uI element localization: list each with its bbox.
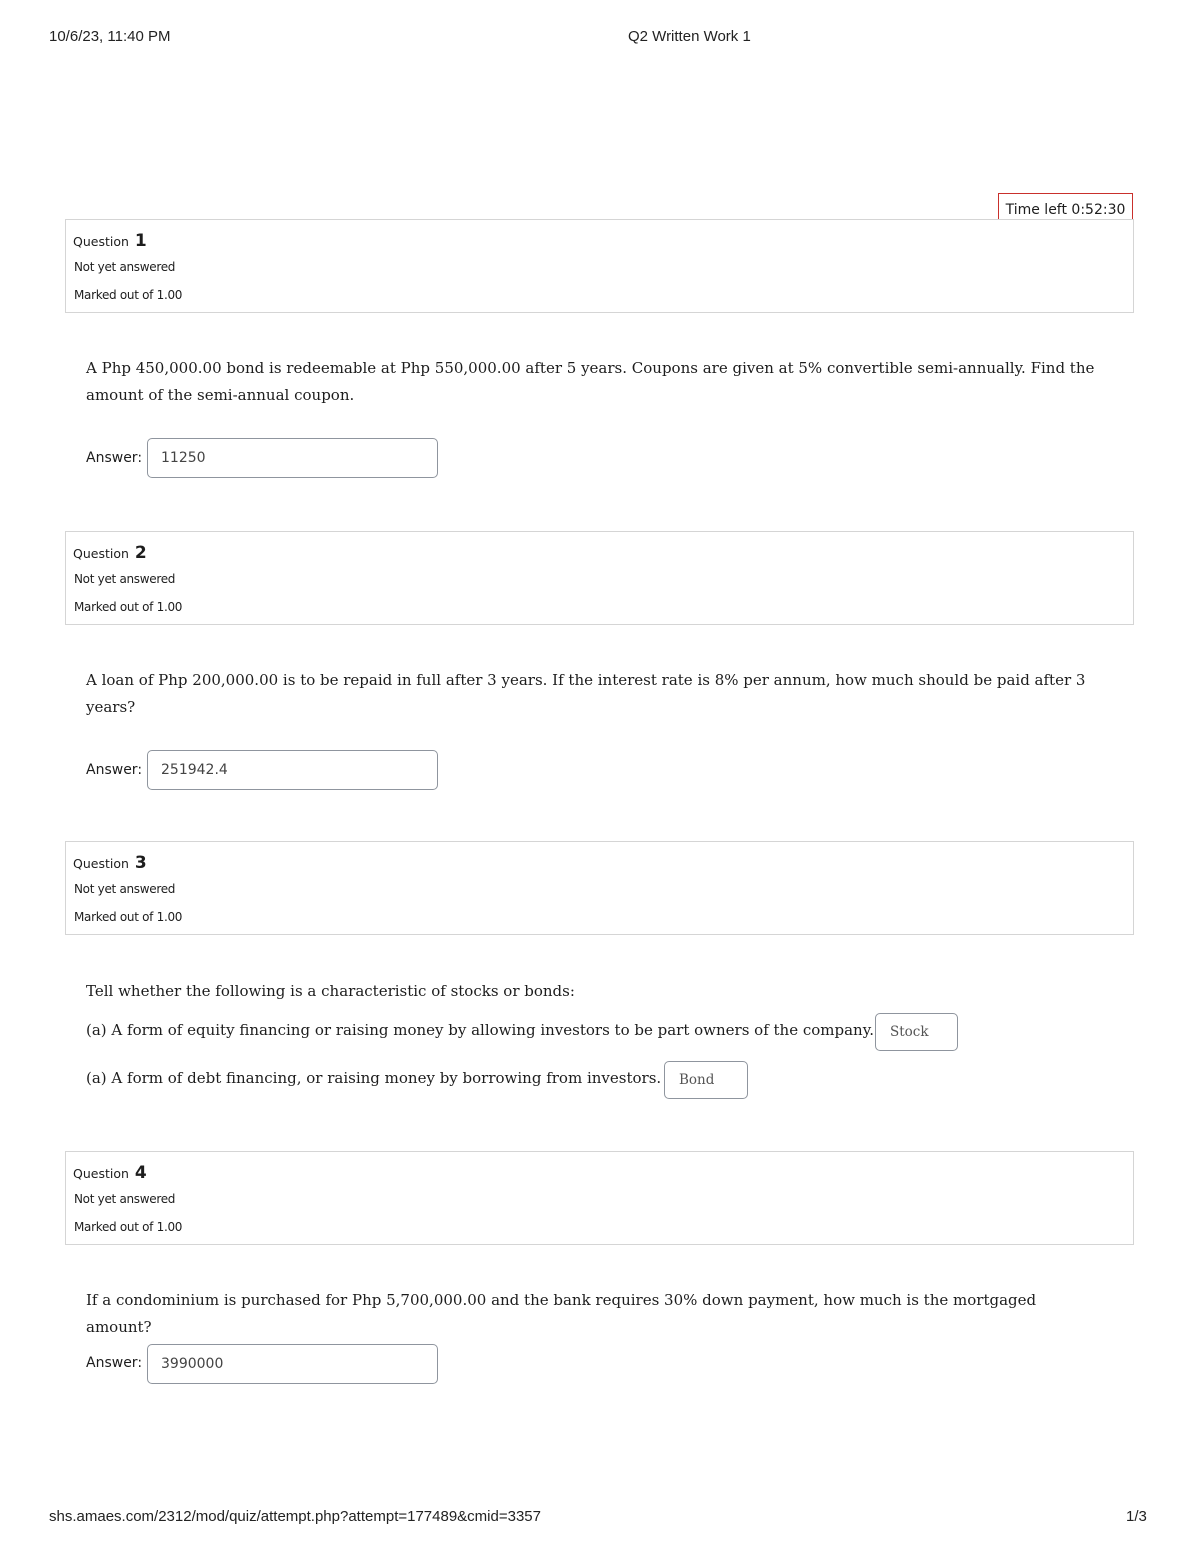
- answer-label-1: Answer:: [86, 450, 143, 466]
- question-marks: Marked out of 1.00: [74, 600, 183, 614]
- question-number: 3: [134, 853, 147, 873]
- answer-label-4: Answer:: [86, 1355, 143, 1371]
- question-label: [73, 231, 147, 251]
- question-number: 4: [134, 1163, 147, 1183]
- answer-input-1[interactable]: [147, 438, 438, 478]
- print-page-number: 1/3: [1126, 1508, 1147, 1525]
- question-label-text: Question: [73, 234, 129, 249]
- question-info-4: [65, 1151, 1134, 1245]
- matching-selected-b: Bond: [679, 1072, 715, 1088]
- question-marks: Marked out of 1.00: [74, 910, 183, 924]
- question-state: Not yet answered: [74, 260, 176, 274]
- question-number: 2: [134, 543, 147, 563]
- question-state: Not yet answered: [74, 1192, 176, 1206]
- question-info-1: [65, 219, 1134, 313]
- print-page-title: Q2 Written Work 1: [628, 28, 751, 45]
- print-datetime: 10/6/23, 11:40 PM: [49, 28, 171, 45]
- answer-value-2: 251942.4: [161, 762, 228, 778]
- question-text-1: A Php 450,000.00 bond is redeemable at Php 550,000.00 after 5 years. Coupons are given at 5% convertible semi-annually. Find the amount of the semi-annual coupon.: [86, 359, 1095, 404]
- question-text-4: If a condominium is purchased for Php 5,700,000.00 and the bank requires 30% down payment, how much is the mortgaged amount?: [86, 1291, 1037, 1336]
- question-label: [73, 1163, 147, 1183]
- answer-input-2[interactable]: [147, 750, 438, 790]
- question-marks: Marked out of 1.00: [74, 288, 183, 302]
- answer-label-2: Answer:: [86, 762, 143, 778]
- answer-value-1: 11250: [161, 450, 206, 466]
- question-state: Not yet answered: [74, 572, 176, 586]
- question-text-2: A loan of Php 200,000.00 is to be repaid in full after 3 years. If the interest rate is 8% per annum, how much should be paid after 3 years?: [86, 671, 1086, 716]
- question-label-text: Question: [73, 546, 129, 561]
- question-label: [73, 853, 147, 873]
- question-label-text: Question: [73, 1166, 129, 1181]
- question-marks: Marked out of 1.00: [74, 1220, 183, 1234]
- answer-value-4: 3990000: [161, 1356, 224, 1372]
- matching-select-a[interactable]: [875, 1013, 958, 1051]
- print-url: shs.amaes.com/2312/mod/quiz/attempt.php?attempt=177489&cmid=3357: [49, 1508, 541, 1525]
- answer-input-4[interactable]: [147, 1344, 438, 1384]
- question-label: [73, 543, 147, 563]
- timer-text: Time left 0:52:30: [1005, 202, 1126, 218]
- matching-select-b[interactable]: [664, 1061, 748, 1099]
- question-text-3: Tell whether the following is a characteristic of stocks or bonds:: [86, 982, 575, 1000]
- matching-item-text-a: (a) A form of equity financing or raising money by allowing investors to be part owners of the company.: [86, 1021, 874, 1039]
- question-state: Not yet answered: [74, 882, 176, 896]
- question-info-2: [65, 531, 1134, 625]
- question-info-3: [65, 841, 1134, 935]
- question-label-text: Question: [73, 856, 129, 871]
- question-number: 1: [134, 231, 147, 251]
- matching-selected-a: Stock: [890, 1024, 929, 1040]
- matching-item-text-b: (a) A form of debt financing, or raising money by borrowing from investors.: [86, 1069, 662, 1087]
